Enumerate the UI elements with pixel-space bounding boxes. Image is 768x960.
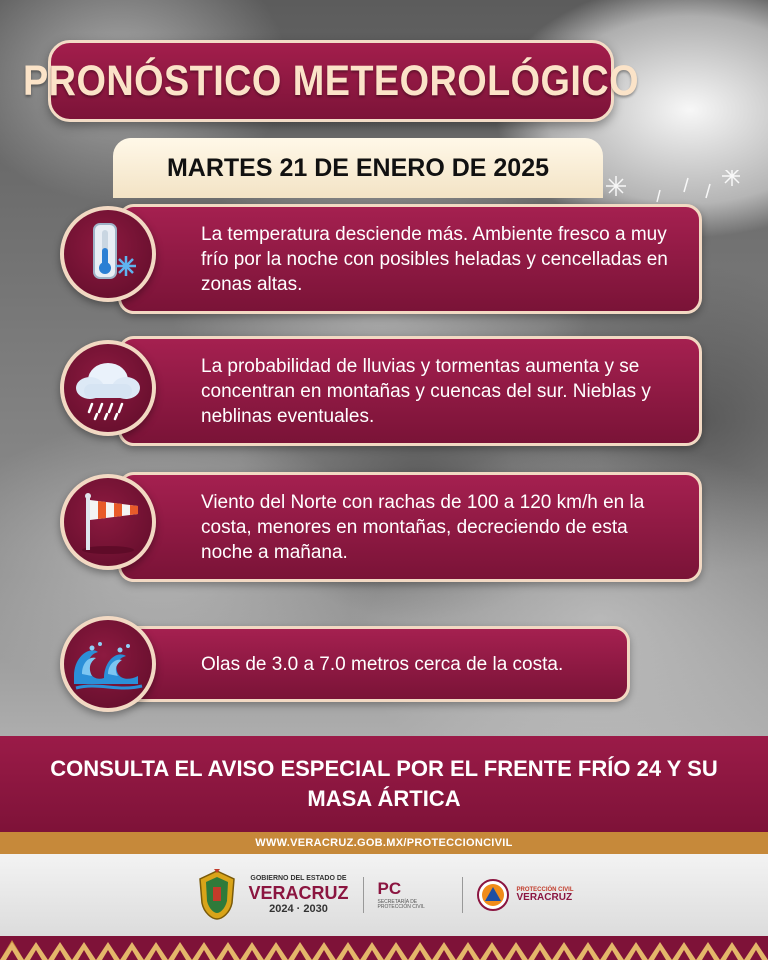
- page-title: PRONÓSTICO METEOROLÓGICO: [22, 56, 640, 105]
- date-header: [113, 138, 603, 198]
- pcv-label: PROTECCIÓN CIVIL: [516, 887, 574, 893]
- thermometer-snowflake-icon: [60, 206, 156, 302]
- civil-protection-icon: [477, 879, 509, 911]
- website-link[interactable]: WWW.VERACRUZ.GOB.MX/PROTECCIONCIVIL: [255, 837, 513, 849]
- windsock-icon: [60, 474, 156, 570]
- divider: [363, 877, 364, 913]
- special-notice-text: CONSULTA EL AVISO ESPECIAL POR EL FRENTE FRÍO 24 Y SU MASA ÁRTICA: [50, 756, 718, 811]
- forecast-text: La probabilidad de lluvias y tormentas aumenta y se concentran en montañas y cuencas del sur. Nieblas y neblinas eventuales.: [201, 355, 651, 427]
- forecast-text: Olas de 3.0 a 7.0 metros cerca de la costa.: [201, 653, 564, 675]
- government-logo: [194, 869, 348, 921]
- pc-logo: [378, 880, 448, 910]
- decorative-pattern: [0, 936, 768, 960]
- forecast-card-waves: [118, 626, 630, 702]
- forecast-text: Viento del Norte con rachas de 100 a 120 km/h en la costa, menores en montañas, decreciendo de esta noche a mañana.: [201, 491, 645, 563]
- forecast-text: La temperatura desciende más. Ambiente fresco a muy frío por la noche con posibles heladas y cencelladas en zonas altas.: [201, 223, 668, 295]
- footer-logos: [0, 854, 768, 936]
- pcv-name: VERACRUZ: [516, 892, 573, 903]
- forecast-card-rain: [118, 336, 702, 446]
- forecast-card-wind: [118, 472, 702, 582]
- rain-cloud-icon: [60, 340, 156, 436]
- waves-icon: [60, 616, 156, 712]
- gov-years: 2024 · 2030: [269, 903, 328, 915]
- pc-full: SECRETARÍA DE PROTECCIÓN CIVIL: [377, 899, 425, 910]
- url-bar: [0, 832, 768, 854]
- forecast-card-temperature: [118, 204, 702, 314]
- special-notice-banner: [0, 736, 768, 832]
- pc-veracruz-logo: [477, 879, 574, 911]
- divider: [462, 877, 463, 913]
- coat-of-arms-icon: [194, 869, 240, 921]
- forecast-date: MARTES 21 DE ENERO DE 2025: [166, 153, 550, 182]
- gov-label: GOBIERNO DEL ESTADO DE: [250, 875, 347, 882]
- title-banner: [22, 40, 640, 122]
- pc-short: PC: [377, 879, 402, 898]
- gov-name: VERACRUZ: [248, 883, 349, 903]
